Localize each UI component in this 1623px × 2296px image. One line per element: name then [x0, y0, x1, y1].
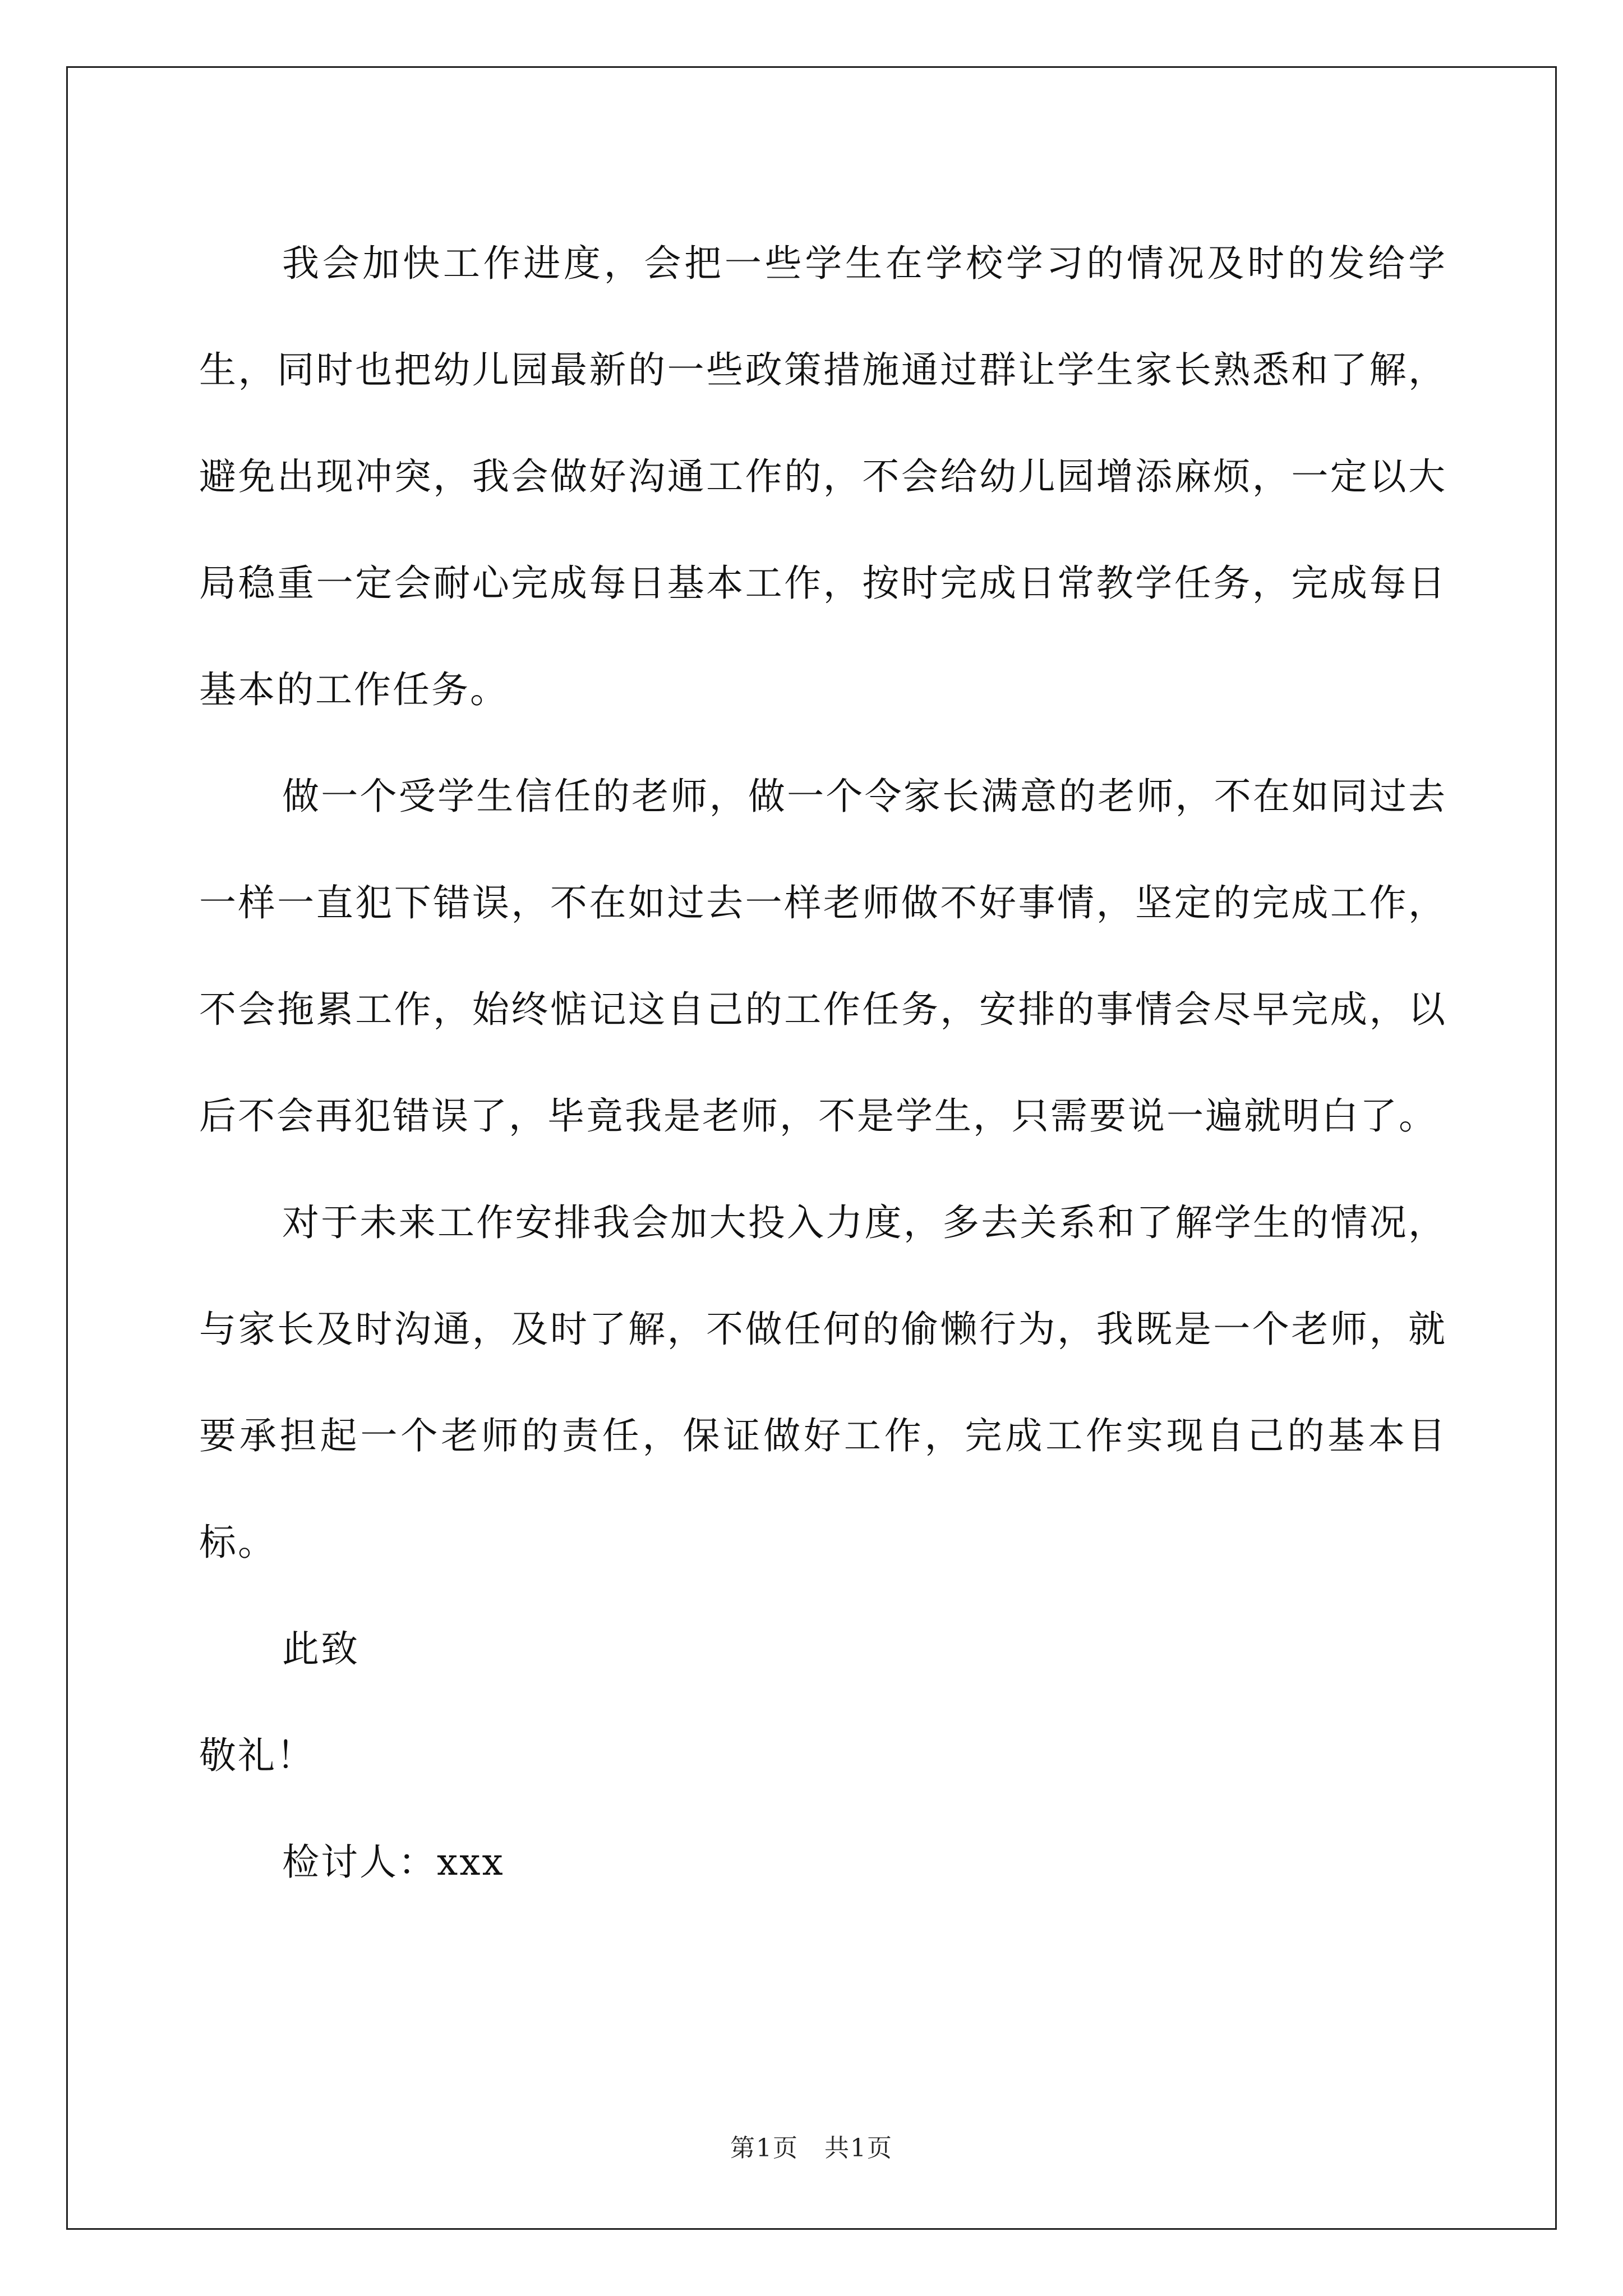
signature-line: 检讨人：xxx [282, 1841, 505, 1884]
body-paragraph-2: 做一个受学生信任的老师，做一个令家长满意的老师，不在如同过去一样一直犯下错误，不在如过去一样老师做不好事情，坚定的完成工作，不会拖累工作，始终惦记这自己的工作任务，安排的事情会尽早完成，以后不会再犯错误了，毕竟我是老师，不是学生，只需要说一遍就明白了。 [199, 775, 1447, 1138]
body-paragraph-3: 对于未来工作安排我会加大投入力度，多去关系和了解学生的情况，与家长及时沟通，及时了解，不做任何的偷懒行为，我既是一个老师，就要承担起一个老师的责任，保证做好工作，完成工作实现自己的基本目标。 [199, 1201, 1447, 1564]
closing-line: 此致 [282, 1627, 359, 1671]
body-paragraph-1: 我会加快工作进度，会把一些学生在学校学习的情况及时的发给学生，同时也把幼儿园最新的一些政策措施通过群让学生家长熟悉和了解，避免出现冲突，我会做好沟通工作的，不会给幼儿园增添麻烦，一定以大局稳重一定会耐心完成每日基本工作，按时完成日常教学任务，完成每日基本的工作任务。 [199, 242, 1447, 711]
page-footer: 第1页 共1页 [730, 2134, 893, 2162]
salutation-line: 敬礼！ [199, 1734, 315, 1777]
document-body [199, 210, 1447, 1916]
